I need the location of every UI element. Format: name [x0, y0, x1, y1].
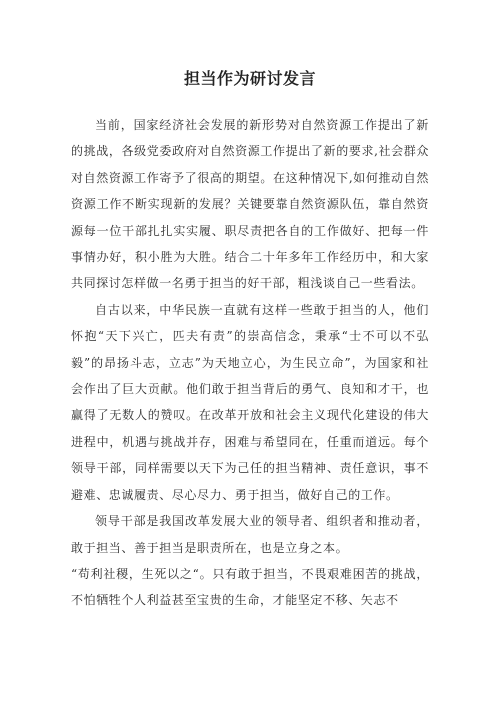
- paragraph-3: 领导干部是我国改革发展大业的领导者、组织者和推动者，敢于担当、善于担当是职责所在，也是立身之本。: [71, 514, 429, 555]
- paragraph-1: 当前，国家经济社会发展的新形势对自然资源工作提出了新的挑战，各级党委政府对自然资源工作提出了新的要求,社会群众对自然资源工作寄予了很高的期望。在这种情况下,如何推动自然资源工作不断实现新的发展？关键要靠自然资源队伍，靠自然资源每一位干部扎扎实实履、职尽责把各自的工作做好、把每一件事情办好，积小胜为大胜。结合二十年多年工作经历中，和大家共同探讨怎样做一名勇于担当的好干部，粗浅谈自己一些看法。: [71, 118, 429, 291]
- document-title: 担当作为研讨发言: [183, 69, 316, 88]
- paragraph-4: “苟利社稷，生死以之“。只有敢于担当，不畏艰难困苦的挑战，不怕牺牲个人利益甚至宝贵的生命，才能坚定不移、矢志不: [71, 566, 429, 608]
- document-body: [71, 112, 429, 614]
- paragraph-2: 自古以来，中华民族一直就有这样一些敢于担当的人，他们怀抱“天下兴亡，匹夫有责”的崇高信念，秉承“士不可以不弘毅”的昂扬斗志，立志”为天地立心，为生民立命”，为国家和社会作出了巨大贡献。他们敢于担当背后的勇气、良知和才干，也赢得了无数人的赞叹。在改革开放和社会主义现代化建设的伟大进程中，机遇与挑战并存，困难与希望同在，任重而道远。每个领导干部，同样需要以天下为己任的担当精神、责任意识，事不避难、忠诚履责、尽心尽力、勇于担当，做好自己的工作。: [71, 302, 429, 502]
